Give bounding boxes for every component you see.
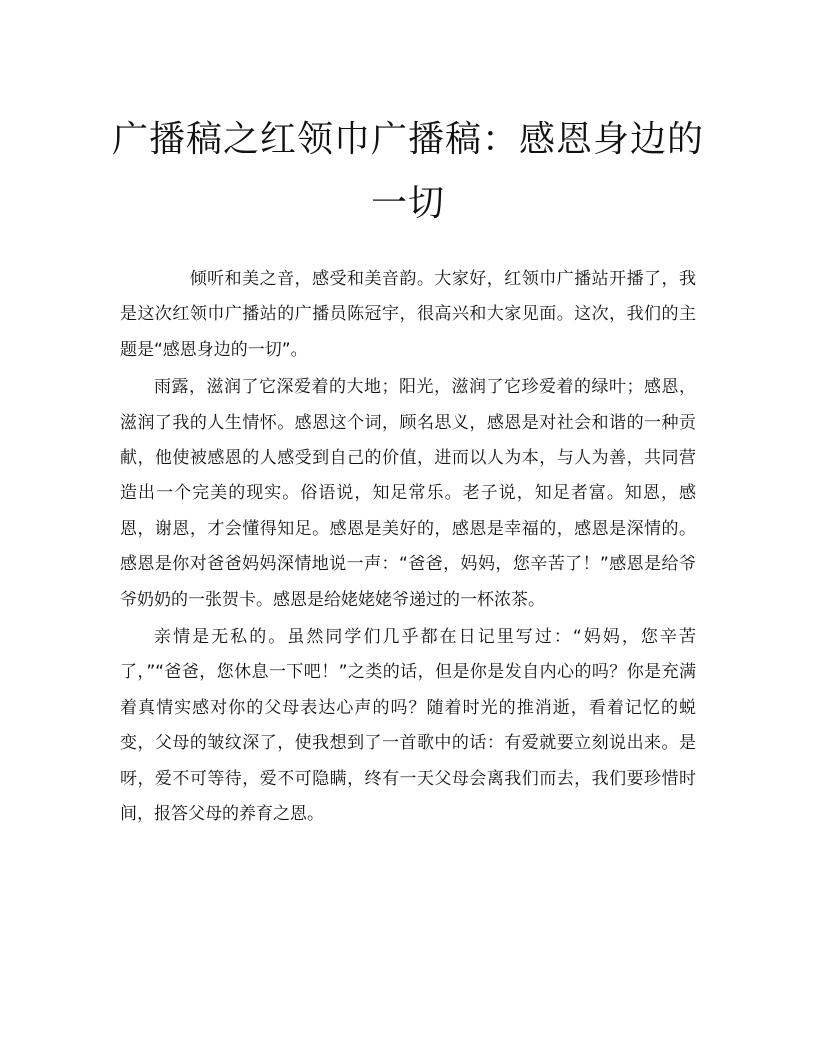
paragraph-intro: 倾听和美之音，感受和美音韵。大家好，红领巾广播站开播了，我是这次红领巾广播站的广播员陈冠宇，很高兴和大家见面。这次，我们的主题是“感恩身边的一切”。: [120, 269, 696, 360]
paragraph-gratitude: 雨露，滋润了它深爱着的大地；阳光，滋润了它珍爱着的绿叶；感恩，滋润了我的人生情怀。感恩这个词，顾名思义，感恩是对社会和谐的一种贡献，他使被感恩的人感受到自己的价值，进而以人为本，与人为善，共同营造出一个完美的现实。俗语说，知足常乐。老子说，知足者富。知恩，感恩，谢恩，才会懂得知足。感恩是美好的，感恩是幸福的，感恩是深情的。感恩是你对爸爸妈妈深情地说一声：“爸爸，妈妈，您辛苦了！”感恩是给爷爷奶奶的一张贺卡。感恩是给姥姥姥爷递过的一杯浓茶。: [120, 377, 696, 610]
paragraph-family-love: 亲情是无私的。虽然同学们几乎都在日记里写过：“妈妈，您辛苦了，”“爸爸，您休息一下吧！”之类的话，但是你是发自内心的吗？你是充满着真情实感对你的父母表达心声的吗？随着时光的推消逝，看着记忆的蜕变，父母的皱纹深了，使我想到了一首歌中的话：有爱就要立刻说出来。是呀，爱不可等待，爱不可隐瞒，终有一天父母会离我们而去，我们要珍惜时间，报答父母的养育之恩。: [120, 627, 696, 825]
document-title: 广播稿之红领巾广播稿：感恩身边的一切: [111, 119, 704, 224]
document-body: [120, 262, 696, 833]
